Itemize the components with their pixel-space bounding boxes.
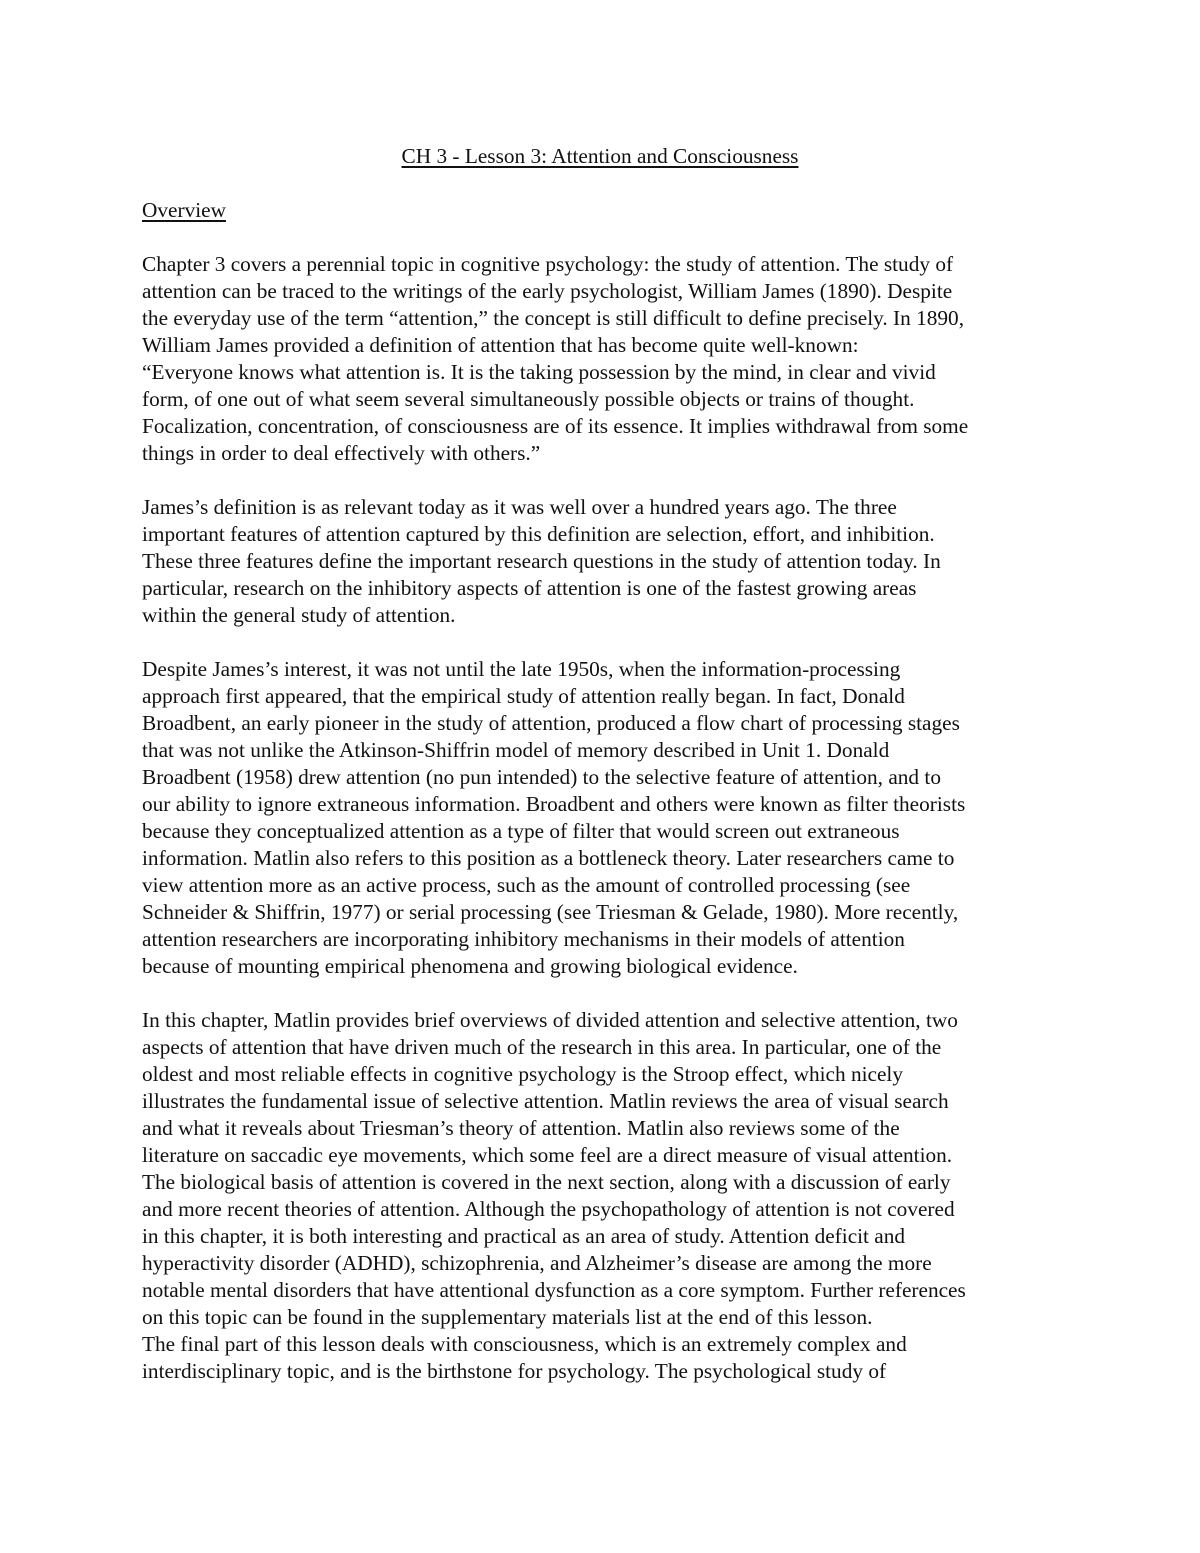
- paragraph-line: that was not unlike the Atkinson-Shiffrin model of memory described in Unit 1. Donald: [142, 738, 890, 762]
- paragraph-line: things in order to deal effectively with others.”: [142, 441, 541, 465]
- paragraph-line: particular, research on the inhibitory aspects of attention is one of the fastest growing areas: [142, 576, 917, 600]
- paragraph-line: The final part of this lesson deals with consciousness, which is an extremely complex and: [142, 1332, 907, 1356]
- paragraph-line: Schneider & Shiffrin, 1977) or serial processing (see Triesman & Gelade, 1980). More recently,: [142, 900, 959, 924]
- document-title: CH 3 - Lesson 3: Attention and Consciousness: [401, 144, 799, 168]
- paragraph-line: within the general study of attention.: [142, 603, 456, 627]
- paragraph-line: James’s definition is as relevant today as it was well over a hundred years ago. The three: [142, 495, 897, 519]
- paragraph-line: Chapter 3 covers a perennial topic in cognitive psychology: the study of attention. The study of: [142, 252, 954, 276]
- paragraph-line: in this chapter, it is both interesting and practical as an area of study. Attention deficit and: [142, 1224, 906, 1248]
- paragraph-line: information. Matlin also refers to this position as a bottleneck theory. Later researchers came to: [142, 846, 955, 870]
- paragraph: [142, 251, 1062, 467]
- paragraph-line: In this chapter, Matlin provides brief overviews of divided attention and selective attention, two: [142, 1008, 958, 1032]
- paragraph-line: form, of one out of what seem several simultaneously possible objects or trains of thought.: [142, 387, 915, 411]
- paragraph-line: William James provided a definition of attention that has become quite well-known:: [142, 333, 859, 357]
- paragraph-line: Despite James’s interest, it was not until the late 1950s, when the information-processing: [142, 657, 901, 681]
- paragraph-line: oldest and most reliable effects in cognitive psychology is the Stroop effect, which nicely: [142, 1062, 903, 1086]
- paragraph-line: on this topic can be found in the supplementary materials list at the end of this lesson.: [142, 1305, 873, 1329]
- paragraph-line: attention researchers are incorporating inhibitory mechanisms in their models of attention: [142, 927, 905, 951]
- section-heading-overview: Overview: [142, 198, 226, 222]
- paragraph-line: attention can be traced to the writings of the early psychologist, William James (1890). Despite: [142, 279, 953, 303]
- paragraph: [142, 1331, 1062, 1385]
- paragraph-line: because of mounting empirical phenomena and growing biological evidence.: [142, 954, 798, 978]
- paragraph-line: Broadbent, an early pioneer in the study of attention, produced a flow chart of processing stages: [142, 711, 960, 735]
- paragraph-line: aspects of attention that have driven much of the research in this area. In particular, one of the: [142, 1035, 942, 1059]
- paragraph: [142, 656, 1062, 980]
- paragraph-line: The biological basis of attention is covered in the next section, along with a discussion of early: [142, 1170, 951, 1194]
- paragraph-line: view attention more as an active process, such as the amount of controlled processing (see: [142, 873, 911, 897]
- paragraph-line: approach first appeared, that the empirical study of attention really began. In fact, Donald: [142, 684, 905, 708]
- paragraph-line: These three features define the important research questions in the study of attention today. In: [142, 549, 941, 573]
- paragraph-line: the everyday use of the term “attention,” the concept is still difficult to define precisely. In 1890,: [142, 306, 965, 330]
- paragraph-line: and what it reveals about Triesman’s theory of attention. Matlin also reviews some of the: [142, 1116, 900, 1140]
- paragraph-line: Broadbent (1958) drew attention (no pun intended) to the selective feature of attention, and to: [142, 765, 941, 789]
- paragraph-line: Focalization, concentration, of consciousness are of its essence. It implies withdrawal from some: [142, 414, 969, 438]
- paragraph-line: important features of attention captured by this definition are selection, effort, and inhibition.: [142, 522, 935, 546]
- paragraph-line: “Everyone knows what attention is. It is the taking possession by the mind, in clear and vivid: [142, 360, 936, 384]
- paragraph-line: because they conceptualized attention as a type of filter that would screen out extraneous: [142, 819, 900, 843]
- paragraph-line: notable mental disorders that have attentional dysfunction as a core symptom. Further references: [142, 1278, 966, 1302]
- document-body: [142, 197, 1062, 1412]
- paragraph-line: illustrates the fundamental issue of selective attention. Matlin reviews the area of visual search: [142, 1089, 949, 1113]
- paragraph-line: interdisciplinary topic, and is the birthstone for psychology. The psychological study of: [142, 1359, 887, 1383]
- paragraph-line: and more recent theories of attention. Although the psychopathology of attention is not covered: [142, 1197, 955, 1221]
- paragraph-list: [142, 251, 1062, 1385]
- paragraph-line: hyperactivity disorder (ADHD), schizophrenia, and Alzheimer’s disease are among the more: [142, 1251, 932, 1275]
- paragraph-line: literature on saccadic eye movements, which some feel are a direct measure of visual attention.: [142, 1143, 953, 1167]
- paragraph: [142, 1007, 1062, 1331]
- paragraph-line: our ability to ignore extraneous information. Broadbent and others were known as filter theorists: [142, 792, 966, 816]
- paragraph: [142, 494, 1062, 629]
